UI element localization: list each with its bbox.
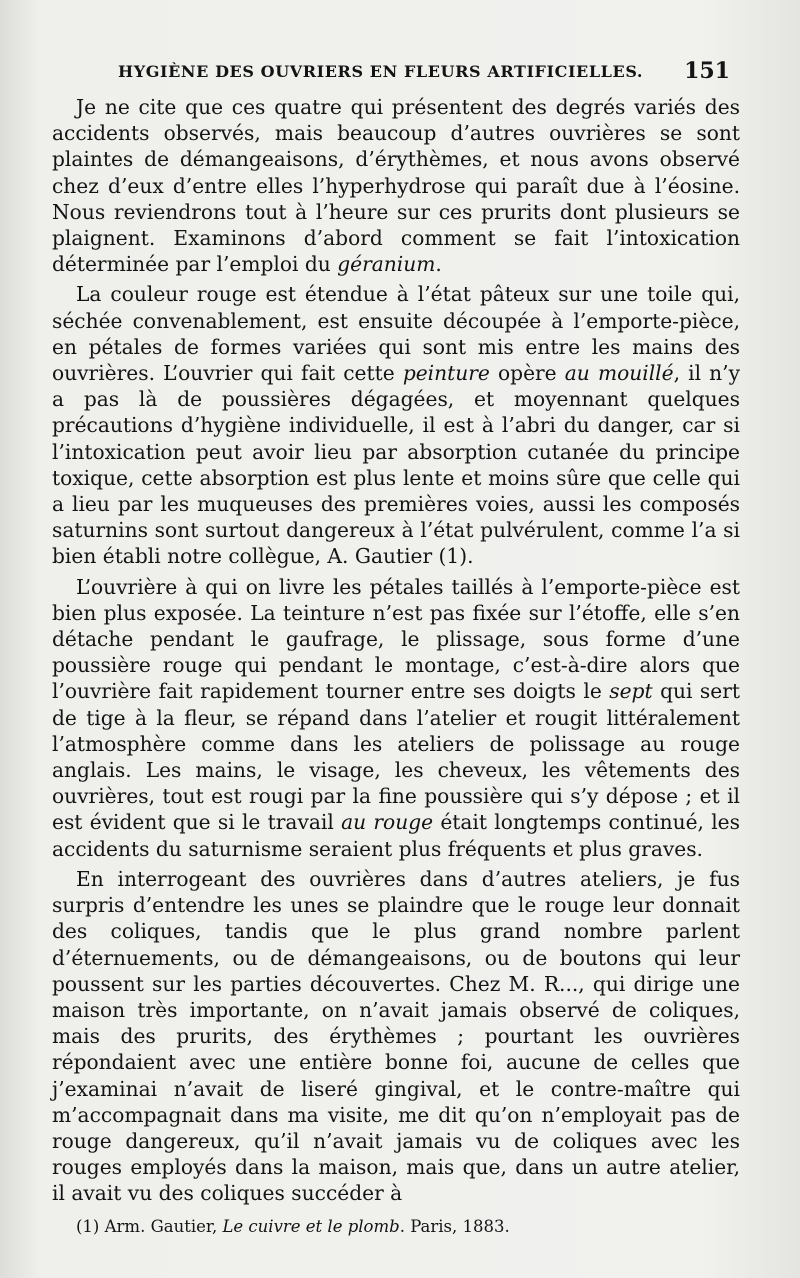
page-number: 151: [684, 58, 730, 84]
footnote-rest: . Paris, 1883.: [399, 1217, 510, 1236]
footnote-title: Le cuivre et le plomb: [222, 1217, 400, 1236]
running-title: HYGIÈNE DES OUVRIERS EN FLEURS ARTIFICIELLES.: [118, 62, 644, 81]
page-header: [118, 58, 730, 88]
body-text: [52, 94, 740, 1211]
paragraph-1: Je ne cite que ces quatre qui présentent des degrés variés des accidents observés, mais beaucoup d’autres ouvrières se sont plaintes de démangeaisons, d’érythèmes, et nous avons observé chez d’eux d’entre elles l’hyperhydrose qui paraît due à l’éosine. Nous reviendrons tout à l’heure sur ces prurits dont plusieurs se plaignent. Examinons d’abord comment se fait l’intoxication déterminée par l’emploi du géranium.: [52, 95, 740, 277]
paragraph-3: L’ouvrière à qui on livre les pétales taillés à l’emporte-pièce est bien plus exposée. La teinture n’est pas fixée sur l’étoffe, elle s’en détache pendant le gaufrage, le plissage, sous forme d’une poussière rouge qui pendant le montage, c’est-à-dire alors que l’ouvrière fait rapidement tourner entre ses doigts le sept qui sert de tige à la fleur, se répand dans l’atelier et rougit littéralement l’atmosphère comme dans les ateliers de polissage au rouge anglais. Les mains, le visage, les cheveux, les vêtements des ouvrières, tout est rougi par la fine poussière qui s’y dépose ; et il est évident que si le travail au rouge était longtemps continué, les accidents du saturnisme seraient plus fréquents et plus graves.: [52, 574, 740, 861]
paragraph-4: En interrogeant des ouvrières dans d’autres ateliers, je fus surpris d’entendre les unes se plaindre que le rouge leur donnait des coliques, tandis que le plus grand nombre parlent d’éternuements, ou de démangeaisons, ou de boutons qui leur poussent sur les parties découvertes. Chez M. R..., qui dirige une maison très importante, on n’avait jamais observé de coliques, mais des prurits, des érythèmes ; pourtant les ouvrières répondaient avec une entière bonne foi, aucune de celles que j’examinai n’avait de liseré gingival, et le contre-maître qui m’accompagnait dans ma visite, me dit qu’on n’employait pas de rouge dangereux, qu’il n’avait jamais vu de coliques avec les rouges employés dans la maison, mais que, dans un autre atelier, il avait vu des coliques succéder à: [52, 866, 740, 1206]
footnote: [76, 1216, 736, 1238]
paragraph-2: La couleur rouge est étendue à l’état pâteux sur une toile qui, séchée convenablement, est ensuite découpée à l’emporte-pièce, en pétales de formes variées qui sont mis entre les mains des ouvrières. L’ouvrier qui fait cette peinture opère au mouillé, il n’y a pas là de poussières dégagées, et moyennant quelques précautions d’hygiène individuelle, il est à l’abri du danger, car si l’intoxication peut avoir lieu par absorption cutanée du principe toxique, cette absorption est plus lente et moins sûre que celle qui a lieu par les muqueuses des premières voies, aussi les composés saturnins sont surtout dangereux à l’état pulvérulent, comme l’a si bien établi notre collègue, A. Gautier (1).: [52, 282, 740, 569]
footnote-author: Arm. Gautier,: [104, 1217, 218, 1236]
footnote-marker: (1): [76, 1217, 100, 1236]
